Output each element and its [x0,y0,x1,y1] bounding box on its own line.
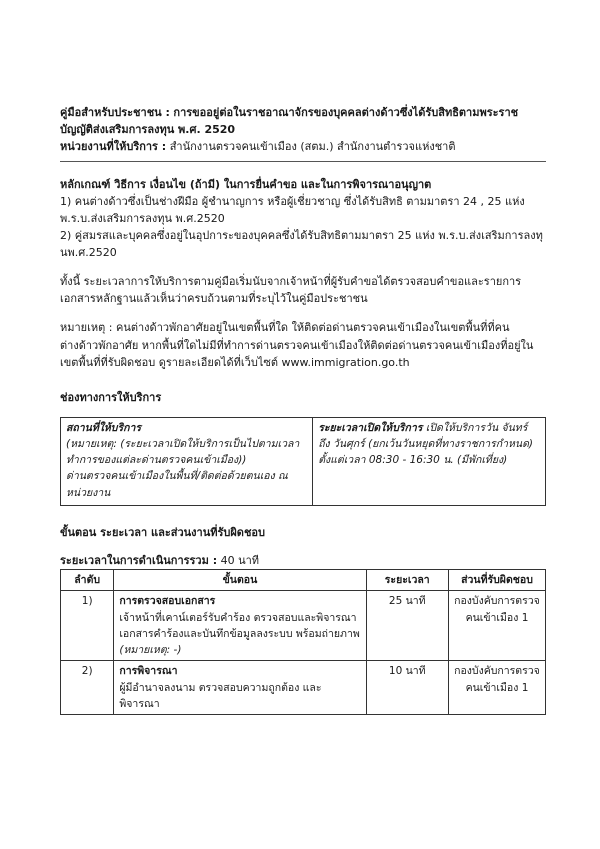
remark: หมายเหตุ : คนต่างด้าวพักอาศัยอยู่ในเขตพื้นที่ใด ให้ติดต่อด่านตรวจคนเข้าเมืองในเขตพื้นที่ที่คนต่างด้าวพักอาศัย หากพื้นที่ใดไม่มีที่ทำการด่านตรวจคนเข้าเมืองให้ติดต่อด่านตรวจคนเข้าเมืองที่อยู่ในเขตพื้นที่ที่รับผิดชอบ ดูรายละเอียดได้ที่เว็บไซต์ www.immigration.go.th [60,321,534,369]
total-time-value: 40 นาที [220,554,260,568]
hours-text: เปิดให้บริการวัน จันทร์ ถึง วันศุกร์ (ยกเว้นวันหยุดที่ทางราชการกำหนด) ตั้งแต่เวลา 08:30 - 16:30 น. (มีพักเที่ยง) [318,421,534,467]
total-time [60,552,546,569]
channels-table [60,417,546,506]
col-step: ขั้นตอน [114,570,366,591]
criteria-item-2: 2) คู่สมรสและบุคคลซึ่งอยู่ในอุปการะของบุคคลซึ่งได้รับสิทธิตามมาตรา 25 แห่ง พ.ร.บ.ส่งเสริมการลงทุนพ.ศ.2520 [60,229,543,260]
step-desc: ผู้มีอำนาจลงนาม ตรวจสอบความถูกต้อง และพิจารณา [119,681,322,710]
step-time: 25 นาที [366,591,448,661]
step-title: การพิจารณา [119,665,178,678]
agency-line [60,138,546,155]
step-no: 1) [61,591,114,661]
step-unit: กองบังคับการตรวจคนเข้าเมือง 1 [448,661,545,715]
steps-table [60,569,546,715]
manual-title-text: การขออยู่ต่อในราชอาณาจักรของบุคคลต่างด้าวซึ่งได้รับสิทธิตามพระราชบัญญัติส่งเสริมการลงทุน พ.ศ. 2520 [60,106,519,137]
manual-title-label: คู่มือสำหรับประชาชน : [60,106,170,119]
channels-heading: ช่องทางการให้บริการ [60,390,162,404]
criteria-heading: หลักเกณฑ์ วิธีการ เงื่อนไข (ถ้ามี) ในการยื่นคำขอ และในการพิจารณาอนุญาต [60,178,432,192]
step-time: 10 นาที [366,661,448,715]
step-cell [114,661,366,715]
col-no: ลำดับ [61,570,114,591]
table-row [61,591,546,661]
steps-heading: ขั้นตอน ระยะเวลา และส่วนงานที่รับผิดชอบ [60,525,265,539]
col-unit: ส่วนที่รับผิดชอบ [448,570,545,591]
col-time: ระยะเวลา [366,570,448,591]
location-cell [61,417,313,505]
step-unit: กองบังคับการตรวจคนเข้าเมือง 1 [448,591,545,661]
time-note: ทั้งนี้ ระยะเวลาการให้บริการตามคู่มือเริ่มนับจากเจ้าหน้าที่ผู้รับคำขอได้ตรวจสอบคำขอและรายการเอกสารหลักฐานแล้วเห็นว่าครบถ้วนตามที่ระบุไว้ในคู่มือประชาชน [60,275,522,306]
agency-text: สำนักงานตรวจคนเข้าเมือง (สตม.) สำนักงานตำรวจแห่งชาติ [169,140,456,154]
document-page [60,104,546,715]
location-label: สถานที่ให้บริการ [66,421,142,434]
hours-label: ระยะเวลาเปิดให้บริการ [318,421,423,434]
location-note: (หมายเหตุ: (ระยะเวลาเปิดให้บริการเป็นไปตามเวลาทำการของแต่ละด่านตรวจคนเข้าเมือง)) [66,437,300,467]
step-cell [114,591,366,661]
location-text: ด่านตรวจคนเข้าเมืองในพื้นที่/ติดต่อด้วยตนเอง ณ หน่วยงาน [66,470,288,499]
agency-label: หน่วยงานที่ให้บริการ : [60,140,167,154]
step-note: (หมายเหตุ: -) [119,644,182,657]
step-no: 2) [61,661,114,715]
divider [60,161,546,162]
step-desc: เจ้าหน้าที่เคาน์เตอร์รับคำร้อง ตรวจสอบและพิจารณาเอกสารคำร้องและบันทึกข้อมูลลงระบบ พร้อมถ่ายภาพ [119,611,360,640]
hours-cell [313,417,546,505]
criteria-item-1: 1) คนต่างด้าวซึ่งเป็นช่างฝีมือ ผู้ชำนาญการ หรือผู้เชี่ยวชาญ ซึ่งได้รับสิทธิ ตามมาตรา 24 , 25 แห่ง พ.ร.บ.ส่งเสริมการลงทุน พ.ศ.2520 [60,195,525,226]
table-row [61,661,546,715]
manual-title [60,104,546,138]
total-time-label: ระยะเวลาในการดำเนินการรวม : [60,554,218,568]
step-title: การตรวจสอบเอกสาร [119,595,216,608]
